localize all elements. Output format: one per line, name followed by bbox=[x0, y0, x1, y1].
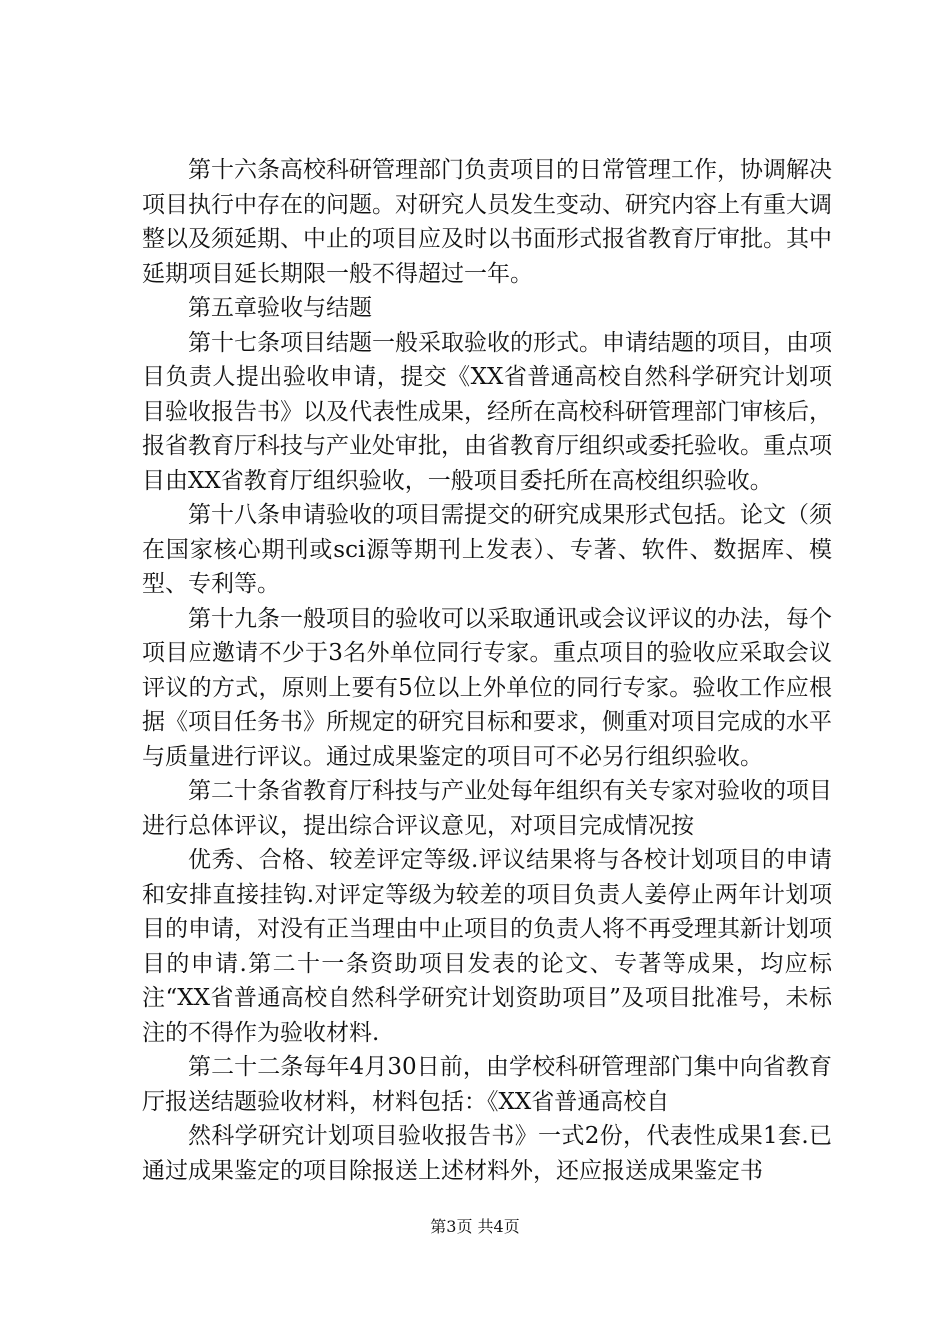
paragraph-article-22-continued: 然科学研究计划项目验收报告书》一式2份，代表性成果1套.已通过成果鉴定的项目除报送上述材料外，还应报送成果鉴定书 bbox=[142, 1123, 832, 1184]
paragraph-article-18: 第十八条申请验收的项目需提交的研究成果形式包括。论文（须在国家核心期刊或sci源等期刊上发表）、专著、软件、数据库、模型、专利等。 bbox=[142, 502, 832, 597]
page-number-footer: 第3页 共4页 bbox=[430, 1217, 520, 1236]
paragraph-article-22: 第二十二条每年4月30日前，由学校科研管理部门集中向省教育厅报送结题验收材料，材料包括：《XX省普通高校自 bbox=[142, 1054, 832, 1115]
paragraph-article-19: 第十九条一般项目的验收可以采取通讯或会议评议的办法，每个项目应邀请不少于3名外单位同行专家。重点项目的验收应采取会议评议的方式，原则上要有5位以上外单位的同行专家。验收工作应根据《项目任务书》所规定的研究目标和要求，侧重对项目完成的水平与质量进行评议。通过成果鉴定的项目可不必另行组织验收。 bbox=[142, 605, 832, 770]
paragraph-article-20: 第二十条省教育厅科技与产业处每年组织有关专家对验收的项目进行总体评议，提出综合评议意见，对项目完成情况按 bbox=[142, 778, 832, 839]
chapter-heading: 第五章验收与结题 bbox=[188, 295, 372, 321]
paragraph-article-20-continued: 优秀、合格、较差评定等级.评议结果将与各校计划项目的申请和安排直接挂钩.对评定等级为较差的项目负责人姜停止两年计划项目的申请，对没有正当理由中止项目的负责人将不再受理其新计划项目的申请.第二十一条资助项目发表的论文、专著等成果，均应标注“XX省普通高校自然科学研究计划资助项目”及项目批准号，未标注的不得作为验收材料. bbox=[142, 847, 832, 1046]
paragraph-article-17: 第十七条项目结题一般采取验收的形式。申请结题的项目，由项目负责人提出验收申请，提交《XX省普通高校自然科学研究计划项目验收报告书》以及代表性成果，经所在高校科研管理部门审核后，报省教育厅科技与产业处审批，由省教育厅组织或委托验收。重点项目由XX省教育厅组织验收，一般项目委托所在高校组织验收。 bbox=[142, 329, 832, 494]
paragraph-article-16: 第十六条高校科研管理部门负责项目的日常管理工作，协调解决项目执行中存在的问题。对研究人员发生变动、研究内容上有重大调整以及须延期、中止的项目应及时以书面形式报省教育厅审批。其中延期项目延长期限一般不得超过一年。 bbox=[142, 157, 832, 287]
document-body bbox=[142, 153, 832, 1188]
